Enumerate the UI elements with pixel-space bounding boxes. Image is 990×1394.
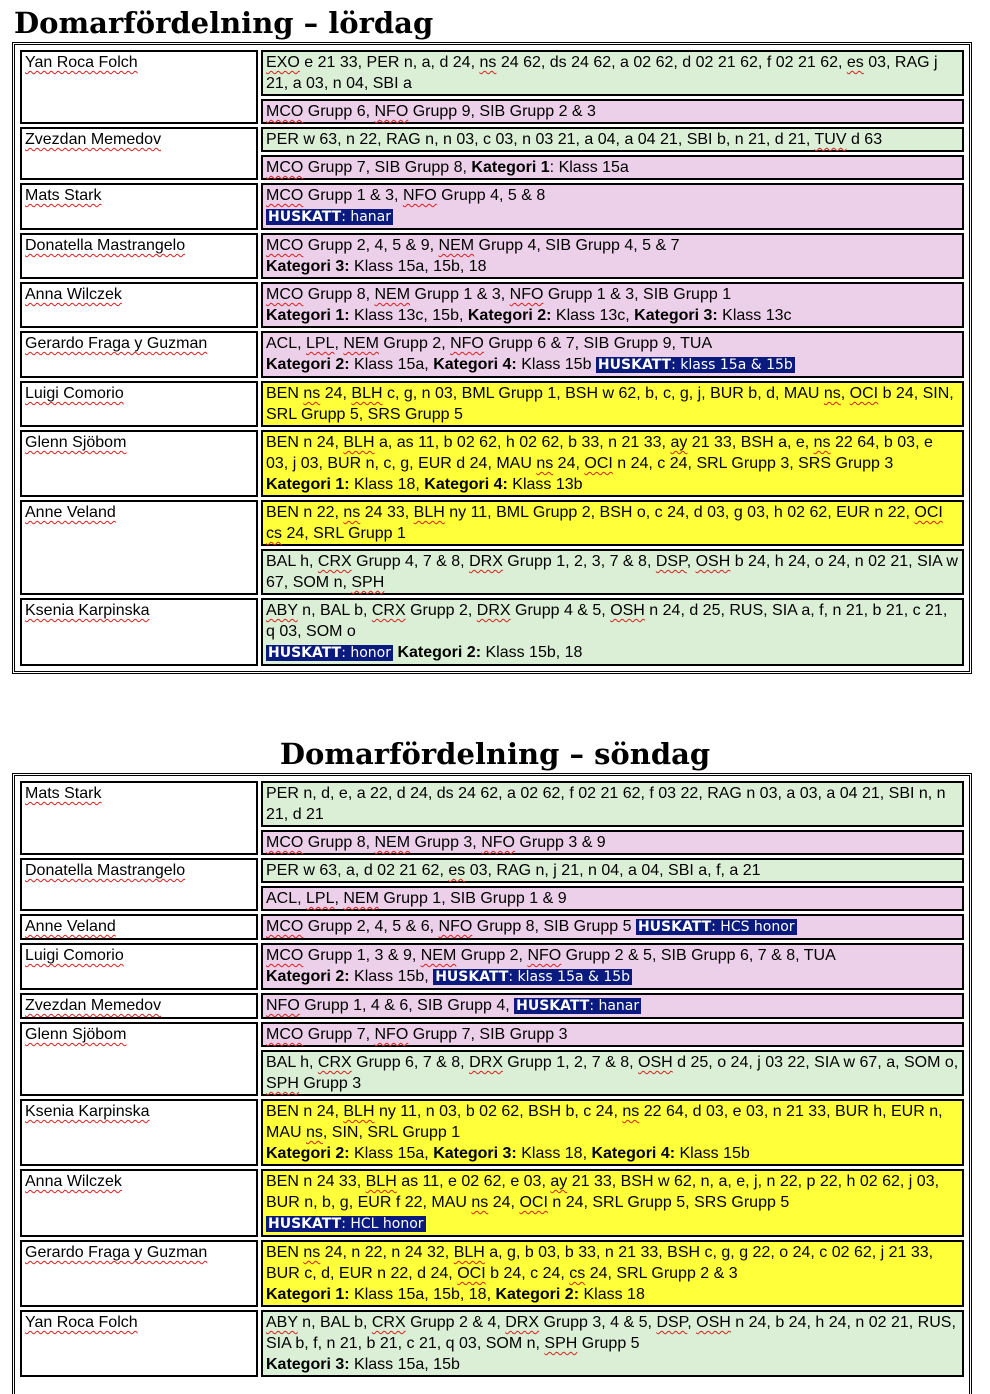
judge-name: Gerardo Fraga y Guzman <box>20 331 258 378</box>
huskatt-badge: HUSKATT: HCL honor <box>268 1216 424 1232</box>
judge-name: Zvezdan Memedov <box>20 993 258 1019</box>
judge-name: Luigi Comorio <box>20 943 258 990</box>
judge-row <box>20 50 964 96</box>
assignment-cell: ABY n, BAL b, CRX Grupp 2, DRX Grupp 4 & 5, OSH n 24, d 25, RUS, SIA a, f, n 21, b 21, c 21, q 03, SOM o HUSKATT: honor Kategori 2: Klass 15b, 18 <box>261 598 964 666</box>
judge-row <box>20 1099 964 1166</box>
judge-row <box>20 127 964 152</box>
assignment-cell: BEN ns 24, n 22, n 24 32, BLH a, g, b 03, b 33, n 21 33, BSH c, g, g 22, o 24, c 02 62, j 21 33, BUR c, d, EUR n 22, d 24, OCI b 24, c 24, cs 24, SRL Grupp 2 & 3 Kategori 1: Klass 15a, 15b, 18, Kategori 2: Klass 18 <box>261 1240 964 1307</box>
judge-row <box>20 183 964 230</box>
assignment-cell: BAL h, CRX Grupp 6, 7 & 8, DRX Grupp 1, 2, 7 & 8, OSH d 25, o 24, j 03 22, SIA w 67, a, SOM o, SPH Grupp 3 <box>261 1050 964 1096</box>
assignment-cell: MCO Grupp 1 & 3, NFO Grupp 4, 5 & 8 HUSKATT: hanar <box>261 183 964 230</box>
assignment-cell: MCO Grupp 8, NEM Grupp 1 & 3, NFO Grupp 1 & 3, SIB Grupp 1 Kategori 1: Klass 13c, 15b, Kategori 2: Klass 13c, Kategori 3: Klass 13c <box>261 282 964 328</box>
judge-row <box>20 1169 964 1237</box>
assignment-cell: BEN n 22, ns 24 33, BLH ny 11, BML Grupp 2, BSH o, c 24, d 03, g 03, h 02 62, EUR n 22, OCI cs 24, SRL Grupp 1 <box>261 500 964 546</box>
assignment-cell: ACL, LPL, NEM Grupp 1, SIB Grupp 1 & 9 <box>261 886 964 911</box>
judge-row <box>20 1022 964 1047</box>
judge-name: Glenn Sjöbom <box>20 430 258 497</box>
huskatt-badge: HUSKATT: honor <box>268 645 391 661</box>
judge-name: Anne Veland <box>20 500 258 595</box>
judge-row <box>20 993 964 1019</box>
judge-name: Ksenia Karpinska <box>20 598 258 666</box>
judge-name: Glenn Sjöbom <box>20 1022 258 1096</box>
huskatt-badge: HUSKATT: klass 15a & 15b <box>597 357 793 373</box>
judge-row <box>20 500 964 546</box>
assignment-cell: MCO Grupp 8, NEM Grupp 3, NFO Grupp 3 & 9 <box>261 830 964 855</box>
judge-row <box>20 331 964 378</box>
assignment-cell: MCO Grupp 2, 4, 5 & 6, NFO Grupp 8, SIB Grupp 5 HUSKATT: HCS honor <box>261 914 964 940</box>
assignment-cell: BEN n 24, BLH a, as 11, b 02 62, h 02 62, b 33, n 21 33, ay 21 33, BSH a, e, ns 22 64, b 03, e 03, j 03, BUR n, c, g, EUR d 24, MAU ns 24, OCI n 24, c 24, SRL Grupp 3, SRS Grupp 3 Kategori 1: Klass 18, Kategori 4: Klass 13b <box>261 430 964 497</box>
assignment-cell: MCO Grupp 2, 4, 5 & 9, NEM Grupp 4, SIB Grupp 4, 5 & 7 Kategori 3: Klass 15a, 15b, 18 <box>261 233 964 279</box>
assignment-cell: MCO Grupp 1, 3 & 9, NEM Grupp 2, NFO Grupp 2 & 5, SIB Grupp 6, 7 & 8, TUA Kategori 2: Klass 15b, HUSKATT: klass 15a & 15b <box>261 943 964 990</box>
assignment-cell: BEN ns 24, BLH c, g, n 03, BML Grupp 1, BSH w 62, b, c, g, j, BUR b, d, MAU ns, OCI b 24, SIN, SRL Grupp 5, SRS Grupp 5 <box>261 381 964 427</box>
assignment-cell: PER w 63, a, d 02 21 62, es 03, RAG n, j 21, n 04, a 04, SBI a, f, a 21 <box>261 858 964 883</box>
huskatt-badge: HUSKATT: hanar <box>268 209 392 225</box>
assignment-cell: PER w 63, n 22, RAG n, n 03, c 03, n 03 21, a 04, a 04 21, SBI b, n 21, d 21, TUV d 63 <box>261 127 964 152</box>
judge-name: Mats Stark <box>20 781 258 855</box>
judge-row <box>20 858 964 883</box>
text-cursor <box>14 1376 15 1392</box>
judge-row <box>20 914 964 940</box>
judge-name: Zvezdan Memedov <box>20 127 258 180</box>
sunday-title: Domarfördelning – söndag <box>279 737 711 771</box>
saturday-title: Domarfördelning – lördag <box>14 6 434 40</box>
judge-row <box>20 282 964 328</box>
assignment-cell: ABY n, BAL b, CRX Grupp 2 & 4, DRX Grupp 3, 4 & 5, DSP, OSH n 24, b 24, h 24, n 02 21, RUS, SIA b, f, n 21, b 21, c 21, q 03, SOM n, SPH Grupp 5 Kategori 3: Klass 15a, 15b <box>261 1310 964 1377</box>
judge-name: Luigi Comorio <box>20 381 258 427</box>
huskatt-badge: HUSKATT: klass 15a & 15b <box>435 969 631 985</box>
judge-name: Gerardo Fraga y Guzman <box>20 1240 258 1307</box>
judge-name: Yan Roca Folch <box>20 50 258 124</box>
assignment-cell: PER n, d, e, a 22, d 24, ds 24 62, a 02 62, f 02 21 62, f 03 22, RAG n 03, a 03, a 04 21, SBI n, n 21, d 21 <box>261 781 964 827</box>
judge-name: Donatella Mastrangelo <box>20 233 258 279</box>
judge-row <box>20 381 964 427</box>
judge-name: Anna Wilczek <box>20 1169 258 1237</box>
judge-name: Donatella Mastrangelo <box>20 858 258 911</box>
huskatt-badge: HUSKATT: hanar <box>516 998 640 1014</box>
judge-name: Mats Stark <box>20 183 258 230</box>
judge-row <box>20 1310 964 1377</box>
judge-name: Ksenia Karpinska <box>20 1099 258 1166</box>
judge-row <box>20 233 964 279</box>
assignment-cell: NFO Grupp 1, 4 & 6, SIB Grupp 4, HUSKATT: hanar <box>261 993 964 1019</box>
assignment-cell: BEN n 24, BLH ny 11, n 03, b 02 62, BSH b, c 24, ns 22 64, d 03, e 03, n 21 33, BUR h, EUR n, MAU ns, SIN, SRL Grupp 1 Kategori 2: Klass 15a, Kategori 3: Klass 18, Kategori 4: Klass 15b <box>261 1099 964 1166</box>
judge-row <box>20 781 964 827</box>
judge-row <box>20 943 964 990</box>
assignment-cell: MCO Grupp 7, SIB Grupp 8, Kategori 1: Klass 15a <box>261 155 964 180</box>
assignment-cell: MCO Grupp 6, NFO Grupp 9, SIB Grupp 2 & 3 <box>261 99 964 124</box>
assignment-cell: EXO e 21 33, PER n, a, d 24, ns 24 62, ds 24 62, a 02 62, d 02 21 62, f 02 21 62, es 03, RAG j 21, a 03, n 04, SBI a <box>261 50 964 96</box>
assignment-cell: BAL h, CRX Grupp 4, 7 & 8, DRX Grupp 1, 2, 3, 7 & 8, DSP, OSH b 24, h 24, o 24, n 02 21, SIA w 67, SOM n, SPH <box>261 549 964 595</box>
judge-row <box>20 430 964 497</box>
saturday-table <box>20 50 964 666</box>
sunday-table <box>20 781 964 1377</box>
judge-row <box>20 1240 964 1307</box>
saturday-table-frame <box>12 42 972 674</box>
judge-name: Yan Roca Folch <box>20 1310 258 1377</box>
huskatt-badge: HUSKATT: HCS honor <box>637 919 795 935</box>
judge-name: Anna Wilczek <box>20 282 258 328</box>
assignment-cell: ACL, LPL, NEM Grupp 2, NFO Grupp 6 & 7, SIB Grupp 9, TUA Kategori 2: Klass 15a, Kategori 4: Klass 15b HUSKATT: klass 15a & 15b <box>261 331 964 378</box>
assignment-cell: MCO Grupp 7, NFO Grupp 7, SIB Grupp 3 <box>261 1022 964 1047</box>
judge-name: Anne Veland <box>20 914 258 940</box>
judge-row <box>20 598 964 666</box>
assignment-cell: BEN n 24 33, BLH as 11, e 02 62, e 03, ay 21 33, BSH w 62, n, a, e, j, n 22, p 22, h 02 62, j 03, BUR n, b, g, EUR f 22, MAU ns 24, OCI n 24, SRL Grupp 5, SRS Grupp 5 HUSKATT: HCL honor <box>261 1169 964 1237</box>
sunday-table-frame <box>12 773 972 1394</box>
